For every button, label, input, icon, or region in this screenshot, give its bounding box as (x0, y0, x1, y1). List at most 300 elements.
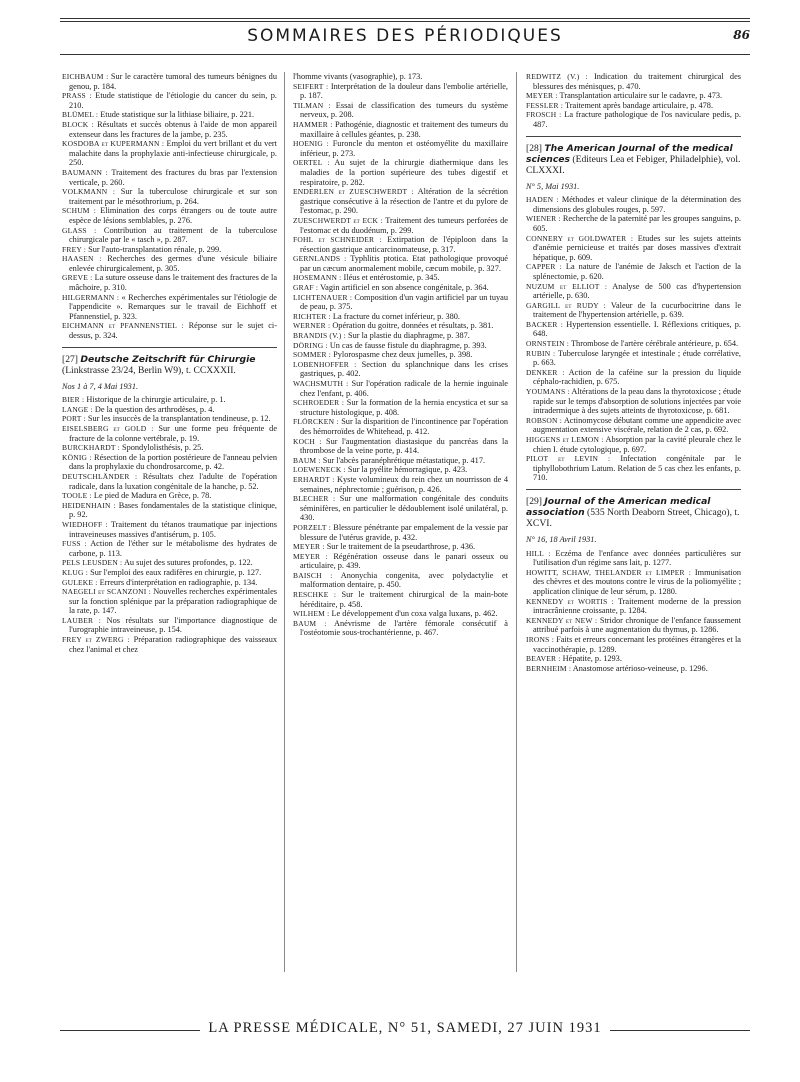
abstract-entry (526, 101, 741, 111)
abstract-entry (62, 91, 277, 110)
entry-author: EICHBAUM : (62, 72, 109, 81)
header-rule-top (60, 18, 750, 19)
entry-text: Furoncle du menton et ostéomyélite du maxillaire inférieur, p. 273. (300, 139, 508, 158)
entry-text: Contribution au traitement de la tuberculose chirurgicale par le « tasch », p. 287. (69, 225, 277, 245)
entry-author: GULEKE : (62, 577, 98, 587)
entry-author: BAISCH : (293, 570, 333, 580)
entry-text: Traitement après bandage articulaire, p. 478. (564, 100, 714, 110)
entry-text: Traitement du tétanos traumatique par injections intraveineuses massives d'antisérum, p. 105. (69, 519, 277, 539)
entry-author: OERTEL : (293, 158, 330, 168)
entry-author: PORT : (62, 414, 86, 424)
abstract-entry (526, 616, 741, 635)
entry-text: La nature de l'anémie de Jaksch et l'action de la splénectomie, p. 620. (533, 262, 741, 281)
entry-author: FESSLER : (526, 100, 564, 110)
journal-title: The American Journal of the medical sciences (526, 142, 733, 165)
column-left (62, 72, 277, 972)
entry-text: Nos résultats sur l'importance diagnostique de l'urographie intraveineuse, p. 154. (69, 615, 277, 635)
entry-author: GRAF : (293, 283, 319, 293)
journal-number: [27] (62, 353, 78, 365)
entry-author: DÖRING : (293, 340, 328, 350)
abstract-entry (293, 312, 508, 322)
entry-text: Infectation congénitale par le tiphyllobothrium Latum. Relation de 5 cas chez les enfants, p. 710. (533, 454, 741, 483)
entry-text: Sur le traitement de la pseudarthrose, p. 436. (326, 542, 476, 552)
entry-text: Altérations de la peau dans la thyrotoxicose ; étude rapide sur le temps d'absorption de solutions injectées par voie intradermique à des sujets atteints de thyrotoxicose, p. 681. (533, 387, 741, 416)
abstract-entry (62, 226, 277, 245)
abstract-entry (526, 654, 741, 664)
entry-author: RESCHKE : (293, 590, 337, 600)
abstract-entry (526, 368, 741, 387)
entry-text: Anastomose artérioso-veineuse, p. 1296. (572, 663, 708, 673)
journal-title: Journal of the American medical association (526, 495, 711, 518)
abstract-entry (293, 523, 508, 542)
journal-details: (Editeurs Lea et Febiger, Philadelphie), vol. CLXXXI. (526, 153, 741, 176)
abstract-entry (526, 454, 741, 483)
entry-author: FREY : (62, 244, 87, 254)
entry-text: Nouvelles recherches expérimentales sur la fonction splénique par la préparation radiographique de la rate, p. 147. (69, 587, 277, 616)
entry-text: Vagin artificiel en son absence congénitale, p. 364. (320, 283, 489, 293)
entry-text: Sur le caractère tumoral des tumeurs bénignes du genou, p. 184. (69, 72, 277, 91)
abstract-entry (293, 379, 508, 398)
entry-author: NUZUM et ELLIOT : (526, 281, 608, 291)
entry-text: Tuberculose laryngée et intestinale ; étude corrélative, p. 663. (533, 348, 741, 368)
entry-author: WACHSMUTH : (293, 379, 349, 388)
abstract-entry (526, 91, 741, 101)
entry-author: HILGERMANN : (62, 292, 120, 302)
entry-author: FLÖRCKEN : (293, 417, 339, 427)
abstract-entry (62, 520, 277, 539)
abstract-entry (62, 395, 277, 405)
journal-title: Deutsche Zeitschrift für Chirurgie (80, 353, 256, 365)
entry-text: Sur une malformation congénitale des conduits séminifères, en particulier le dédoublement isolé unilatéral, p. 430. (300, 494, 508, 523)
entry-author: LANGE : (62, 404, 93, 414)
abstract-entry (62, 321, 277, 340)
abstract-entry (293, 187, 508, 216)
entry-text: Faits et erreurs concernant les protéines étrangères et la vaccinothérapie, p. 1289. (533, 634, 741, 654)
entry-text: Typhlitis ptotica. Etat pathologique provoqué par un cæcum anormalement mobile, cæcum mobile, p. 327. (300, 254, 508, 273)
abstract-entry (526, 349, 741, 368)
entry-text: Section du splanchnique dans les crises gastriques, p. 402. (300, 359, 508, 379)
entry-text: Sur l'opération radicale de la hernie inguinale chez l'enfant, p. 406. (300, 379, 508, 398)
entry-text: Recherche de la paternité par les groupes sanguins, p. 605. (533, 214, 741, 233)
entry-author: NAEGELI et SCANZONI : (62, 587, 151, 597)
entry-text: Au sujet des sutures profondes, p. 122. (123, 558, 253, 568)
entry-text: Sur une forme peu fréquente de fracture de la colonne vertébrale, p. 19. (69, 424, 277, 443)
entry-text: Iléus et entérostomie, p. 345. (343, 273, 440, 283)
abstract-entry (62, 501, 277, 520)
entry-text: La fracture du cornet inférieur, p. 380. (332, 311, 460, 321)
entry-text: Résection de la portion postérieure de l'anneau pelvien dans la prophylaxie du chondrosarcome, p. 42. (69, 452, 277, 472)
abstract-entry (293, 475, 508, 494)
abstract-entry (62, 273, 277, 292)
abstract-entry (62, 472, 277, 491)
entry-text: Sur les insuccès de la transplantation tendineuse, p. 12. (87, 414, 271, 424)
abstract-entry (62, 443, 277, 453)
entry-author: PILOT et LEVIN : (526, 454, 611, 464)
footer-rule-right (610, 1030, 750, 1031)
entry-author: YOUMANS : (526, 387, 570, 397)
entry-text: Etude statistique sur la lithiase biliaire, p. 221. (100, 110, 255, 120)
page-header (60, 18, 750, 58)
abstract-entry (293, 273, 508, 283)
page-title: SOMMAIRES DES PÉRIODIQUES (247, 26, 563, 46)
entry-author: HOENIG : (293, 139, 329, 149)
abstract-entry (62, 635, 277, 654)
entry-author: LOBENHOFFER : (293, 359, 357, 369)
entry-author: GERNLANDS : (293, 254, 347, 264)
abstract-entry (62, 187, 277, 206)
entry-text: Sur la pyélite hémorragique, p. 423. (347, 465, 468, 475)
entry-author: PRASS : (62, 91, 92, 101)
entry-text: Sur la formation de la hernia encystica et sur sa structure histologique, p. 408. (300, 398, 508, 417)
header-rule-bottom (60, 54, 750, 55)
entry-author: FOHL et SCHNEIDER : (293, 235, 382, 245)
abstract-entry (62, 616, 277, 635)
abstract-entry (62, 453, 277, 472)
entry-author: FROSCH : (526, 110, 562, 120)
entry-text: Indication du traitement chirurgical des blessures des ménisques, p. 470. (533, 72, 741, 91)
entry-text: La fracture pathologique de l'os naviculare pedis, p. 487. (533, 110, 741, 129)
abstract-entry (293, 293, 508, 312)
page-footer (60, 1016, 750, 1046)
abstract-entry (526, 234, 741, 263)
entry-author: FREY et ZWERG : (62, 635, 130, 645)
entry-author: WILHEM : (293, 609, 330, 619)
abstract-entry (293, 216, 508, 235)
abstract-entry (62, 568, 277, 578)
entry-text: Altération de la sécrétion gastrique consécutive à la résection de l'antre et du pylore de l'estomac, p. 290. (300, 187, 508, 216)
abstract-entry (526, 72, 741, 91)
entry-author: BAUM : (293, 455, 321, 465)
abstract-entry (293, 465, 508, 475)
header-rule-top-double (60, 21, 750, 22)
entry-author: SOMMER : (293, 350, 332, 360)
entry-author: WERNER : (293, 321, 331, 331)
entry-author: DEUTSCHLÄNDER : (62, 471, 138, 481)
entry-text: Traitement moderne de la pression intracrânienne croissante, p. 1284. (533, 596, 741, 616)
entry-author: BRANDIS (V.) : (293, 331, 346, 341)
entry-author: LICHTENAUER : (293, 292, 353, 302)
journal-heading (526, 496, 741, 529)
entry-text: Absorption par la cavité pleurale chez le chien I. étude cytologique, p. 697. (533, 435, 741, 454)
entry-author: HOWITT, SCHAW, THELANDER et LIMPER : (526, 567, 691, 577)
abstract-entry (293, 437, 508, 456)
entry-text: Hypertension essentielle. I. Réflexions critiques, p. 648. (533, 319, 741, 339)
entry-author: BLÜMEL : (62, 110, 99, 120)
entry-author: TILMAN : (293, 100, 331, 110)
entry-author: MEYER : (293, 542, 325, 552)
entry-author: KENNEDY et NEW : (526, 615, 598, 625)
entry-author: GARGILL et RUDY : (526, 300, 606, 310)
abstract-entry (526, 214, 741, 233)
journal-number: [28] (526, 142, 542, 154)
entry-text: Action de l'éther sur le métabolisme des hydrates de carbone, p. 113. (69, 539, 277, 558)
entry-text: Pathogénie, diagnostic et traitement des tumeurs du maxillaire à cellules géantes, p. 238. (300, 119, 508, 139)
abstract-entry (293, 120, 508, 139)
abstract-entry (526, 282, 741, 301)
entry-text: Eczéma de l'enfance avec données particulières sur l'utilisation d'un régime sans lait, p. 1277. (533, 548, 741, 568)
entry-text: Recherches des germes d'une vésicule biliaire enlevée chirurgicalement, p. 305. (69, 254, 277, 273)
entry-author: EICHMANN et PFANNENSTIEL : (62, 321, 184, 331)
entry-author: MEYER : (526, 91, 558, 101)
abstract-entry (293, 590, 508, 609)
entry-author: CAPPER : (526, 262, 562, 272)
column-divider-2 (516, 72, 517, 972)
entry-text: Préparation radiographique des vaisseaux chez l'animal et chez (69, 635, 277, 654)
abstract-entry (526, 664, 741, 674)
journal-heading (62, 354, 277, 376)
abstract-entry (293, 321, 508, 331)
entry-author: TOOLE : (62, 491, 92, 501)
entry-text: Pylorospasme chez deux jumelles, p. 398. (333, 350, 473, 360)
entry-author: BAUMANN : (62, 167, 108, 177)
entry-text: Sur la disparition de l'incontinence par l'opération des hémorroïdes de Whitehead, p. 412. (300, 417, 508, 436)
entry-text: Immunisation des chèvres et des moutons contre le virus de la poliomyélite ; application clinique de leur sérum, p. 1280. (533, 567, 741, 596)
entry-text: La suture osseuse dans le traitement des fractures de la mâchoire, p. 310. (69, 273, 277, 293)
entry-text: Anévrisme de l'artère fémorale consécutif à l'ostéotomie sous-trochantérienne, p. 467. (300, 618, 508, 638)
entry-author: LOEWENECK : (293, 465, 346, 475)
entry-text: Stridor chronique de l'enfance faussement attribué parfois à une augmentation du thymus, p. 1286. (533, 615, 741, 635)
entry-author: BIER : (62, 395, 85, 405)
abstract-entry (62, 587, 277, 616)
entry-author: HOSEMANN : (293, 273, 342, 283)
abstract-entry (62, 578, 277, 588)
abstract-entry (526, 301, 741, 320)
journal-details: (535 North Deaborn Street, Chicago), t. XCVI. (526, 506, 740, 529)
entry-author: BURCKHARDT : (62, 443, 120, 453)
entry-text: Sur l'abcès paranéphrétique métastatique, p. 417. (322, 455, 486, 465)
entry-text: Au sujet de la chirurgie diathermique dans les maladies de la portion supérieure des tubes digestif et respiratoire, p. 282. (300, 158, 508, 187)
entry-author: HAASEN : (62, 254, 102, 264)
abstract-entry (293, 158, 508, 187)
abstract-entry (526, 262, 741, 281)
abstract-entry (526, 568, 741, 597)
entry-text: Elimination des corps étrangers ou de toute autre espèce de lésions semblables, p. 276. (69, 206, 277, 225)
entry-author: KENNEDY et WORTIS : (526, 596, 614, 606)
entry-text: Spondylolisthésis, p. 25. (121, 443, 204, 453)
abstract-entry (62, 424, 277, 443)
abstract-entry (293, 619, 508, 638)
entry-text: Blessure pénétrante par empalement de la vessie par blessure de l'utérus gravide, p. 432. (300, 522, 508, 542)
entry-author: RUBIN : (526, 348, 556, 358)
page-number: 86 (733, 28, 750, 42)
abstract-entry (62, 110, 277, 120)
journal-details: (Linkstrasse 23/24, Berlin W9), t. CCXXXII. (62, 364, 236, 376)
abstract-entry (526, 597, 741, 616)
entry-text: Emploi du vert brillant et du vert malachite dans la prophylaxie anti-infectieuse chirurgicale, p. 250. (69, 139, 277, 168)
entry-author: BAUM : (293, 618, 327, 628)
entry-text: Sur le traitement chirurgical de la main-bote héréditaire, p. 458. (300, 590, 508, 609)
abstract-entry (62, 558, 277, 568)
entry-text: Erreurs d'interprétation en radiographie, p. 134. (99, 577, 258, 587)
entry-author: KÖNIG : (62, 452, 92, 462)
section-separator (526, 136, 741, 137)
abstract-entry (293, 609, 508, 619)
abstract-entry (62, 206, 277, 225)
entry-author: ENDERLEN et ZUESCHWERDT : (293, 187, 414, 197)
abstract-entry (62, 168, 277, 187)
abstract-entry (526, 387, 741, 416)
abstract-entry (293, 350, 508, 360)
abstract-entry (293, 341, 508, 351)
entry-author: WIENER : (526, 214, 561, 224)
entry-author: BACKER : (526, 319, 564, 329)
journal-heading (526, 143, 741, 176)
abstract-entry (62, 139, 277, 168)
entry-text: Historique de la chirurgie articulaire, p. 1. (86, 395, 226, 405)
entry-author: BLOCK : (62, 119, 94, 129)
abstract-entry (526, 110, 741, 129)
journal-number: [29] (526, 495, 542, 507)
entry-text: Etudes sur les sujets atteints d'anémie pernicieuse et traités par doses massives d'extrait hépatique, p. 609. (533, 233, 741, 262)
entry-text: Analyse de 500 cas d'hypertension artérielle, p. 630. (533, 281, 741, 301)
entry-text: Anonychia congenita, avec polydactylie et malformation dentaire, p. 450. (300, 570, 508, 590)
entry-text: Sur l'auto-transplantation rénale, p. 299. (88, 244, 222, 254)
entry-author: FUSS : (62, 539, 87, 549)
issue-line: N° 16, 18 Avril 1931. (526, 534, 597, 544)
footer-publication-line: LA PRESSE MÉDICALE, N° 51, SAMEDI, 27 JUIN 1931 (208, 1020, 602, 1036)
entry-text: Opération du goitre, données et résultats, p. 381. (332, 321, 494, 331)
abstract-entry (293, 360, 508, 379)
entry-text: Sur la tuberculose chirurgicale et sur son traitement par le mésothrorium, p. 264. (69, 187, 277, 206)
entry-author: IRONS : (526, 634, 554, 644)
entry-text: Régénération osseuse dans le panari osseux ou articulaire, p. 439. (300, 551, 508, 571)
entry-text: Kyste volumineux du rein chez un nourrisson de 4 semaines, néphrectomie ; guérison, p. 426. (300, 474, 508, 494)
entry-author: BERNHEIM : (526, 663, 572, 673)
entry-author: VOLKMANN : (62, 187, 116, 197)
entry-author: KLUG : (62, 567, 88, 577)
entry-author: PORZELT : (293, 522, 332, 532)
abstract-entry (62, 414, 277, 424)
entry-text: Essai de classification des tumeurs du système nerveux, p. 208. (300, 100, 508, 120)
entry-text: Traitement des fractures du bras par l'extension verticale, p. 260. (69, 167, 277, 187)
entry-author: HIGGENS et LEMON : (526, 435, 604, 444)
entry-text: Un cas de fausse fistule du diaphragme, p. 393. (329, 340, 487, 350)
entry-author: WIEDHOFF : (62, 519, 108, 529)
entry-author: ZUESCHWERDT et ECK : (293, 215, 383, 225)
entry-text: Bases fondamentales de la statistique clinique, p. 92. (69, 500, 277, 520)
entry-text: Sur l'emploi des eaux radifères en chirurgie, p. 127. (90, 567, 262, 577)
abstract-entry (526, 416, 741, 435)
entry-author: DENKER : (526, 367, 565, 377)
abstract-entry (293, 542, 508, 552)
entry-author: ROBSON : (526, 415, 563, 425)
abstract-entry (293, 571, 508, 590)
entry-text: Etude statistique de l'étiologie du cancer du sein, p. 210. (69, 91, 277, 110)
abstract-entry (293, 552, 508, 571)
issue-line: Nos 1 à 7, 4 Mai 1931. (62, 381, 139, 391)
abstract-entry (293, 494, 508, 523)
entry-author: CONNERY et GOLDWATER : (526, 233, 634, 243)
abstract-entry (62, 539, 277, 558)
abstract-entry (293, 456, 508, 466)
entry-author: KOSDOBA et KUPERMANN : (62, 139, 165, 149)
abstract-entry (526, 549, 741, 568)
entry-text: « Recherches expérimentales sur l'étiologie de l'appendicite ». Remarques sur le travail de Eichhoff et Pfannenstiel, p. 323. (69, 292, 277, 321)
entry-text: Valeur de la cucurbocitrine dans le traitement de l'hypertension artérielle, p. 639. (533, 300, 741, 320)
entry-author: HILL : (526, 548, 551, 558)
entry-text: Résultats et succès obtenus à l'aide de mon appareil extenseur dans les fractures de la jambe, p. 235. (69, 119, 277, 139)
abstract-entry (293, 417, 508, 436)
entry-text: Interprétation de la douleur dans l'embolie artérielle, p. 187. (300, 81, 508, 101)
abstract-entry (293, 254, 508, 273)
column-divider-1 (284, 72, 285, 972)
abstract-entry (526, 635, 741, 654)
entry-text: Thrombose de l'artère cérébrale antérieure, p. 654. (570, 339, 739, 349)
entry-author: HEIDENHAIN : (62, 500, 116, 510)
abstract-entry (62, 72, 277, 91)
entry-continuation: l'homme vivants (vasographie), p. 173. (293, 72, 423, 81)
entry-author: SEIFERT : (293, 81, 329, 91)
entry-text: Méthodes et valeur clinique de la détermination des dimensions des globules rouges, p. 597. (533, 195, 741, 214)
entry-author: PELS LEUSDEN : (62, 558, 123, 568)
abstract-entry (62, 293, 277, 322)
entry-text: Le pied de Madura en Grèce, p. 78. (93, 491, 212, 501)
entry-author: ORNSTEIN : (526, 339, 570, 349)
abstract-entry (526, 435, 741, 454)
entry-text: Transplantation articulaire sur le cadavre, p. 473. (559, 91, 723, 101)
abstract-entry (62, 491, 277, 501)
abstract-entry (62, 245, 277, 255)
entry-author: BLECHER : (293, 494, 336, 504)
abstract-entry (62, 120, 277, 139)
entry-text: Traitement des tumeurs perforées de l'estomac et du duodénum, p. 299. (300, 215, 508, 235)
entry-text: De la question des arthrodèses, p. 4. (94, 404, 215, 414)
entry-author: MEYER : (293, 551, 328, 561)
entry-text: Extirpation de l'épiploon dans la résection gastrique anticarcinomateuse, p. 317. (300, 235, 508, 254)
entry-text: Hépatite, p. 1293. (562, 654, 622, 664)
entry-author: RICHTER : (293, 311, 331, 321)
abstract-entry (293, 235, 508, 254)
entry-author: HADEN : (526, 195, 559, 205)
abstract-entry (293, 139, 508, 158)
column-right (526, 72, 741, 972)
section-separator (62, 347, 277, 348)
abstract-entry (293, 101, 508, 120)
entry-text: Sur l'augmentation diastasique du pancréas dans la thrombose de la veine porte, p. 414. (300, 436, 508, 456)
entry-text: Le développement d'un coxa valga luxans, p. 462. (331, 609, 498, 619)
abstract-entry (526, 195, 741, 214)
abstract-entry (293, 398, 508, 417)
entry-author: LAUBER : (62, 615, 102, 625)
abstract-entry (526, 320, 741, 339)
entry-author: ERHARDT : (293, 474, 335, 484)
entry-author: REDWITZ (V.) : (526, 72, 588, 81)
abstract-entry (62, 254, 277, 273)
entry-text: Actinomycose débutant comme une appendicite avec augmentation extensive viscérale, relation de 2 cas, p. 692. (533, 415, 741, 435)
entry-author: GLASS : (62, 225, 97, 235)
issue-line: N° 5, Mai 1931. (526, 181, 580, 191)
entry-text: Résultats chez l'adulte de l'opération radicale, dans la luxation congénitale de la hanche, p. 52. (69, 471, 277, 491)
entry-text: Sur la plastie du diaphragme, p. 387. (347, 331, 470, 341)
column-middle (293, 72, 508, 972)
abstract-entry (293, 283, 508, 293)
entry-text: Composition d'un vagin artificiel par un tuyau de peau, p. 375. (300, 292, 508, 312)
abstract-entry (526, 339, 741, 349)
entry-author: HAMMER : (293, 119, 333, 129)
entry-author: SCHROEDER : (293, 398, 345, 408)
entry-text: Action de la caféine sur la pression du liquide céphalo-rachidien, p. 675. (533, 367, 741, 387)
entry-text: Réponse sur le sujet ci-dessus, p. 324. (69, 321, 277, 341)
abstract-entry (293, 331, 508, 341)
abstract-entry (293, 82, 508, 101)
entry-author: KOCH : (293, 436, 322, 446)
entry-author: EISELSBERG et GOLD : (62, 424, 154, 433)
abstract-entry (62, 405, 277, 415)
entry-author: GREVE : (62, 273, 93, 283)
entry-author: BEAVER : (526, 654, 561, 664)
section-separator (526, 489, 741, 490)
entry-author: SCHUM : (62, 206, 97, 216)
